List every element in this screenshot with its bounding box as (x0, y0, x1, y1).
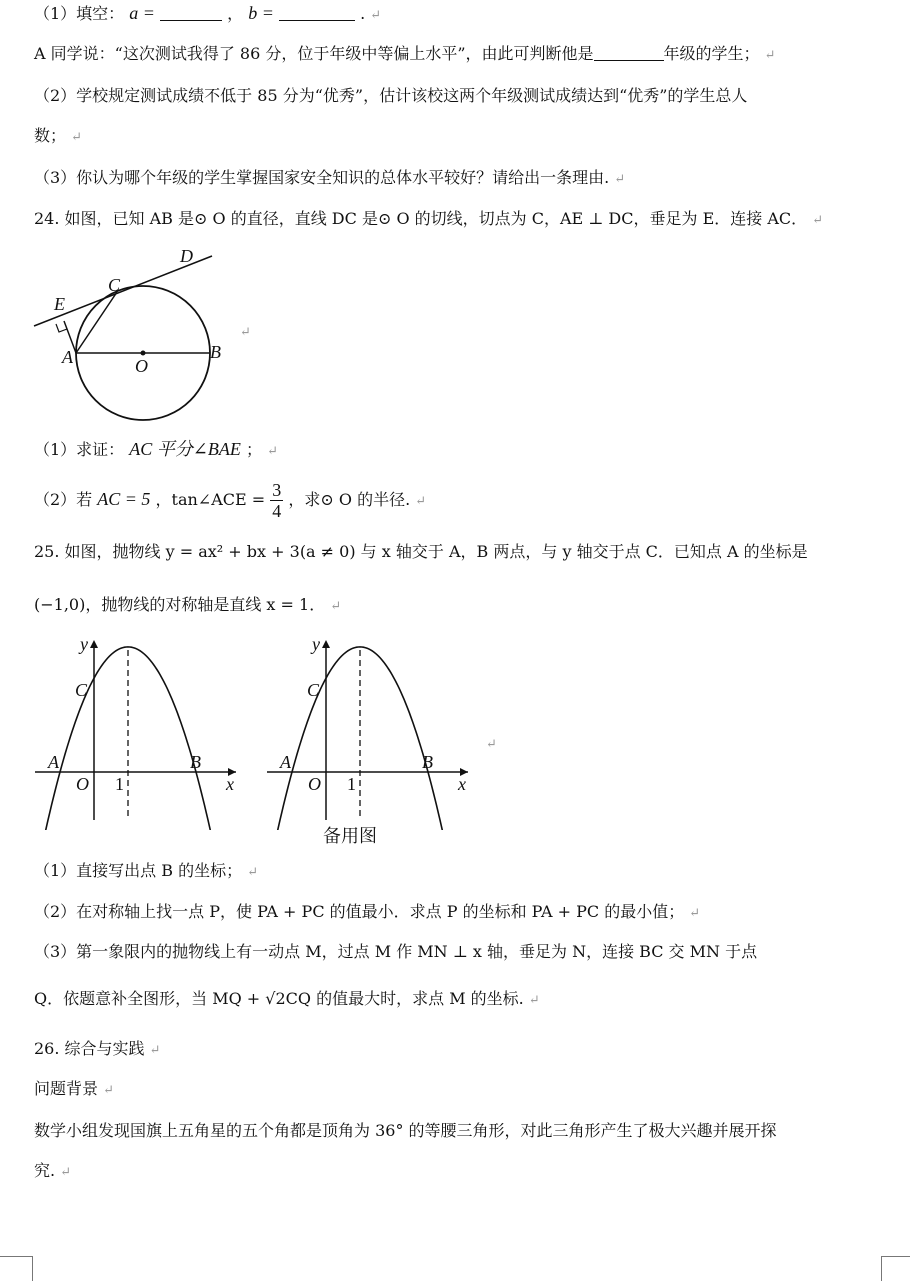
tangent-line-dc (34, 256, 212, 326)
label-y: y (80, 634, 88, 654)
label-b: B (422, 752, 433, 772)
label-a: A (62, 347, 73, 367)
y-axis-arrow (322, 640, 330, 648)
q24-part2-prefix: （2）若 (34, 490, 93, 509)
q23-part1-prefix: （1）填空： (34, 4, 125, 23)
label-c: C (307, 680, 320, 700)
spare-figure-caption: 备用图 (323, 826, 377, 847)
q25-part3-line2-text: Q．依题意补全图形，当 MQ + √2CQ 的值最大时，求点 M 的坐标. (34, 989, 524, 1008)
tan-ace: ，tan∠ACE = (155, 490, 266, 509)
q26-body-line2-text: 究. (34, 1161, 56, 1180)
paragraph-mark-icon: ↵ (149, 1043, 161, 1058)
paragraph-mark-icon: ↵ (103, 1083, 115, 1098)
label-a: A (48, 752, 59, 772)
paragraph-mark-icon: ↵ (267, 444, 278, 459)
fraction-3-4 (270, 480, 283, 521)
paragraph-mark-icon: ↵ (240, 325, 251, 340)
circle-tangent-figure (0, 240, 260, 430)
q23-part2-line2 (34, 125, 82, 149)
q26-title (34, 1038, 161, 1062)
parabola-graph-main (30, 630, 250, 830)
student-a-text: A 同学说：“这次测试我得了 86 分，位于年级中等偏上水平”，由此可判断他是 (34, 44, 594, 63)
q24-part1 (34, 438, 278, 463)
q25-stem-line1: 25. 如图，抛物线 y = ax² + bx + 3(a ≠ 0) 与 x 轴交于 A，B 两点，与 y 轴交于点 C．已知点 A 的坐标是 (34, 542, 808, 561)
q24-part1-math: AC 平分∠BAE (129, 439, 241, 459)
paragraph-mark-icon: ↵ (764, 48, 776, 63)
student-a-suffix: 年级的学生； (663, 44, 760, 63)
label-b: B (210, 342, 221, 362)
label-one: 1 (115, 774, 124, 794)
q23-part3 (34, 167, 625, 191)
paragraph-mark-icon: ↵ (415, 494, 427, 509)
label-b: B (190, 752, 201, 772)
q24-part1-suffix: ； (245, 440, 262, 459)
figure-paragraph-mark (240, 320, 251, 344)
paragraph-mark-icon: ↵ (247, 865, 259, 880)
q25-part1 (34, 860, 258, 884)
q26-body-line1: 数学小组发现国旗上五角星的五个角都是顶角为 36° 的等腰三角形，对此三角形产生了极大兴趣并展开探 (34, 1121, 777, 1140)
label-a: A (280, 752, 291, 772)
y-axis-arrow (90, 640, 98, 648)
label-o: O (308, 774, 321, 794)
q25-part2-text: （2）在对称轴上找一点 P，使 PA + PC 的值最小．求点 P 的坐标和 PA + PC 的最小值； (34, 902, 685, 921)
label-d: D (180, 246, 193, 266)
paragraph-mark-icon: ↵ (689, 906, 701, 921)
b-equals: b = (248, 3, 274, 23)
label-x: x (226, 774, 234, 794)
paragraph-mark-icon: ↵ (60, 1165, 72, 1180)
q26-body-line2 (34, 1160, 71, 1184)
answer-blank-grade[interactable] (594, 44, 664, 61)
q25-part3-line1: （3）第一象限内的抛物线上有一动点 M，过点 M 作 MN ⊥ x 轴，垂足为 N，连接 BC 交 MN 于点 (34, 942, 758, 961)
q23-student-a (34, 43, 776, 67)
label-o: O (76, 774, 89, 794)
q25-stem-line2 (34, 594, 341, 618)
q26-title-text: 26. 综合与实践 (34, 1039, 145, 1058)
fraction-denominator: 4 (272, 501, 282, 521)
label-c: C (108, 275, 121, 295)
crop-mark-left (0, 1256, 33, 1281)
paragraph-mark-icon: ↵ (528, 993, 540, 1008)
paragraph-mark-icon: ↵ (614, 172, 626, 187)
q25-part1-text: （1）直接写出点 B 的坐标； (34, 861, 243, 880)
answer-blank-a[interactable] (160, 4, 222, 21)
graph-paragraph-mark (486, 732, 497, 756)
parabola-graph-spare (262, 630, 482, 830)
q26-background-heading (34, 1078, 114, 1102)
q25-stem-line2-text: (−1,0)，抛物线的对称轴是直线 x = 1． (34, 595, 326, 614)
paragraph-mark-icon: ↵ (486, 737, 497, 752)
label-one: 1 (347, 774, 356, 794)
q24-part1-prefix: （1）求证： (34, 440, 125, 459)
q25-part2 (34, 901, 700, 925)
center-point (141, 351, 146, 356)
q23-part3-text: （3）你认为哪个年级的学生掌握国家安全知识的总体水平较好？请给出一条理由. (34, 168, 610, 187)
answer-blank-b[interactable] (279, 4, 355, 21)
period: . (360, 4, 366, 23)
label-y: y (312, 634, 320, 654)
label-o: O (135, 356, 148, 376)
q24-stem (34, 208, 823, 232)
q23-part2-line1: （2）学校规定测试成绩不低于 85 分为“优秀”，估计该校这两个年级测试成绩达到“优秀”的学生总人 (34, 86, 748, 105)
paragraph-mark-icon: ↵ (330, 599, 342, 614)
paragraph-mark-icon: ↵ (812, 213, 824, 228)
q25-part3-line2 (34, 988, 540, 1012)
crop-mark-right (881, 1256, 910, 1281)
fraction-numerator: 3 (272, 480, 282, 500)
comma: ， (227, 4, 244, 23)
paragraph-mark-icon: ↵ (71, 130, 83, 145)
q26-background-heading-text: 问题背景 (34, 1079, 99, 1098)
paragraph-mark-icon: ↵ (370, 8, 382, 23)
label-x: x (458, 774, 466, 794)
q23-part2-line2-text: 数； (34, 126, 67, 145)
q23-part1 (34, 2, 381, 27)
label-c: C (75, 680, 88, 700)
label-e: E (54, 294, 65, 314)
q24-part2 (34, 476, 426, 525)
a-equals: a = (129, 3, 155, 23)
q24-stem-text: 24. 如图，已知 AB 是⊙ O 的直径，直线 DC 是⊙ O 的切线，切点为 C，AE ⊥ DC，垂足为 E．连接 AC． (34, 209, 808, 228)
q24-part2-suffix: ，求⊙ O 的半径. (288, 490, 411, 509)
ac-equals-5: AC = 5 (97, 489, 151, 509)
